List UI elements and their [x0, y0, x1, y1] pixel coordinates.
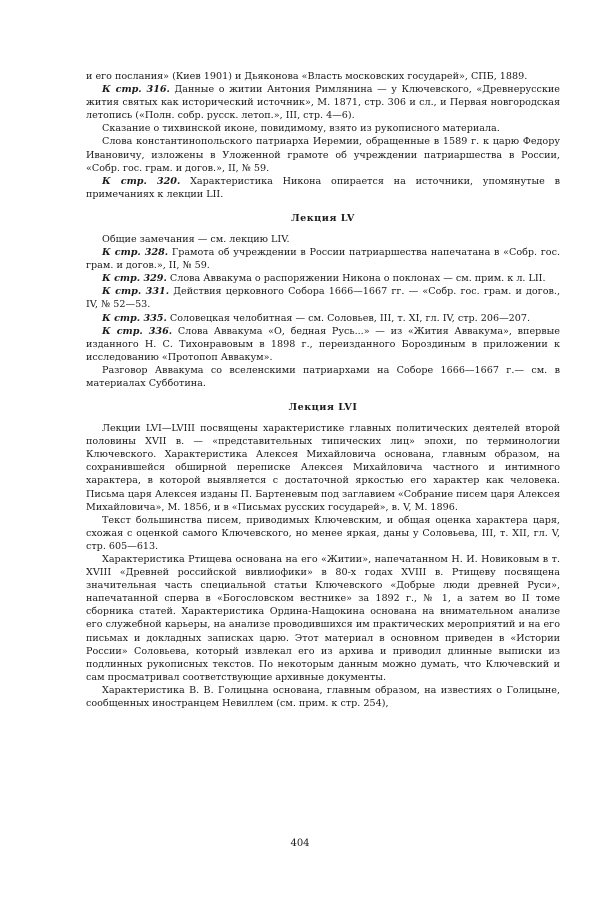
paragraph-text: и его послания» (Киев 1901) и Дьяконова «Власть московских государей», СПБ, 1889.	[86, 71, 528, 82]
paragraph-text: Сказание о тихвинской иконе, повидимому, взято из рукописного материала.	[102, 123, 500, 135]
paragraph-text: Слова константинопольского патриарха Иеремии, обращенные в 1589 г. к царю Федору Ивановичу, изложены в Уложенной грамоте об учреждении патриаршества в России, «Собр. гос. грам. и догов.», II, № 59.	[86, 136, 560, 174]
paragraph-text: Лекции LVI—LVIII посвящены характеристике главных политических деятелей второй половины XVII в. — «представительных типических лиц» эпохи, по терминологии Ключевского. Характеристика Алексея Михайловича основана, главным образом, на сохранившейся обширной переписке Алексея Михайловича частного и интимного характера, в которой выявляется с достаточной яркостью его характер как человека. Письма царя Алексея изданы П. Бартеневым под заглавием «Собрание писем царя Алексея Михайловича», М. 1856, и в «Письмах русских государей», в. V, М. 1896.	[86, 423, 560, 513]
paragraph-text: Общие замечания — см. лекцию LIV.	[102, 233, 290, 245]
paragraph	[86, 684, 560, 710]
notes-block-3	[86, 422, 560, 710]
page-reference: К стр. 335.	[102, 312, 167, 324]
paragraph	[86, 422, 560, 514]
paragraph-text: Характеристика В. В. Голицына основана, главным образом, на известиях о Голицыне, сообщенных иностранцем Невиллем (см. прим. к стр. 254),	[86, 684, 560, 710]
paragraph	[86, 246, 560, 272]
paragraph	[86, 514, 560, 553]
paragraph-text: Грамота об учреждении в России патриаршества напечатана в «Собр. гос. грам. и догов.», II, № 59.	[86, 247, 560, 272]
notes-block-2	[86, 233, 560, 390]
paragraph-text: Характеристика Никона опирается на источники, упомянутые в примечаниях к лекции LII.	[86, 175, 560, 200]
paragraph-text: Действия церковного Собора 1666—1667 гг. — «Собр. гос. грам. и догов., IV, № 52—53.	[86, 286, 560, 311]
paragraph	[86, 83, 560, 122]
paragraph-text: Соловецкая челобитная — см. Соловьев, III, т. XI, гл. IV, стр. 206—207.	[166, 312, 531, 324]
paragraph	[86, 70, 560, 83]
paragraph	[86, 272, 560, 285]
page-reference: К стр. 320.	[102, 175, 181, 187]
paragraph	[86, 285, 560, 311]
page-reference: К стр. 336.	[102, 325, 173, 337]
page-reference: К стр. 316.	[102, 84, 170, 96]
paragraph-text: Характеристика Ртищева основана на его «Житии», напечатанном Н. И. Новиковым в т. XVIII «Древней российской вивлиофики» в 80-х годах XVIII в. Ртищеву посвящена значительная часть специальной статьи Ключевского «Добрые люди древней Руси», напечатанной сперва в «Богословском вестнике» за 1892 г., № 1, а затем во II томе сборника статей. Характеристика Ордина-Нащокина основана на внимательном анализе его служебной карьеры, на анализе проводившихся им практических мероприятий и на его письмах и докладных записках царю. Этот материал в основном приведен в «Истории России» Соловьева, который извлекал его из архива и приводил длинные выписки из подлинных рукописных текстов. По некоторым данным можно думать, что Ключевский и сам просматривал соответствующие архивные документы.	[86, 554, 560, 683]
paragraph	[86, 312, 560, 325]
paragraph	[86, 553, 560, 684]
page-reference: К стр. 329.	[102, 273, 167, 285]
lecture-heading-lv: Лекция LV	[291, 212, 355, 224]
paragraph-text: Слова Аввакума «О, бедная Русь...» — из «Жития Аввакума», впервые изданного Н. С. Тихонравовым в 1898 г., переизданного Бороздиным в приложении к исследованию «Протопоп Аввакум».	[86, 325, 560, 363]
notes-block-1	[86, 70, 560, 201]
page-body	[86, 70, 560, 710]
paragraph-text: Разговор Аввакума со вселенскими патриархами на Соборе 1666—1667 г.— см. в материалах Субботина.	[86, 364, 560, 389]
paragraph-text: Текст большинства писем, приводимых Ключевским, и общая оценка характера царя, схожая с оценкой самого Ключевского, но менее яркая, даны у Соловьева, III, т. XII, гл. V, стр. 605—613.	[86, 514, 560, 552]
paragraph	[86, 122, 560, 135]
paragraph	[86, 175, 560, 201]
paragraph	[86, 364, 560, 390]
paragraph	[86, 325, 560, 364]
page-reference: К стр. 328.	[102, 247, 169, 259]
paragraph-text: Слова Аввакума о распоряжении Никона о поклонах — см. прим. к л. LII.	[166, 273, 546, 285]
paragraph	[86, 135, 560, 174]
page-reference: К стр. 331.	[102, 286, 170, 298]
lecture-heading-lvi: Лекция LVI	[288, 402, 358, 414]
paragraph	[86, 233, 560, 246]
paragraph-text: Данные о житии Антония Римлянина — у Ключевского, «Древнерусские жития святых как исторический источник», М. 1871, стр. 306 и сл., и Первая новгородская летопись («Полн. собр. русск. летоп.», III, стр. 4—6).	[86, 84, 560, 122]
page-number: 404	[290, 838, 310, 849]
